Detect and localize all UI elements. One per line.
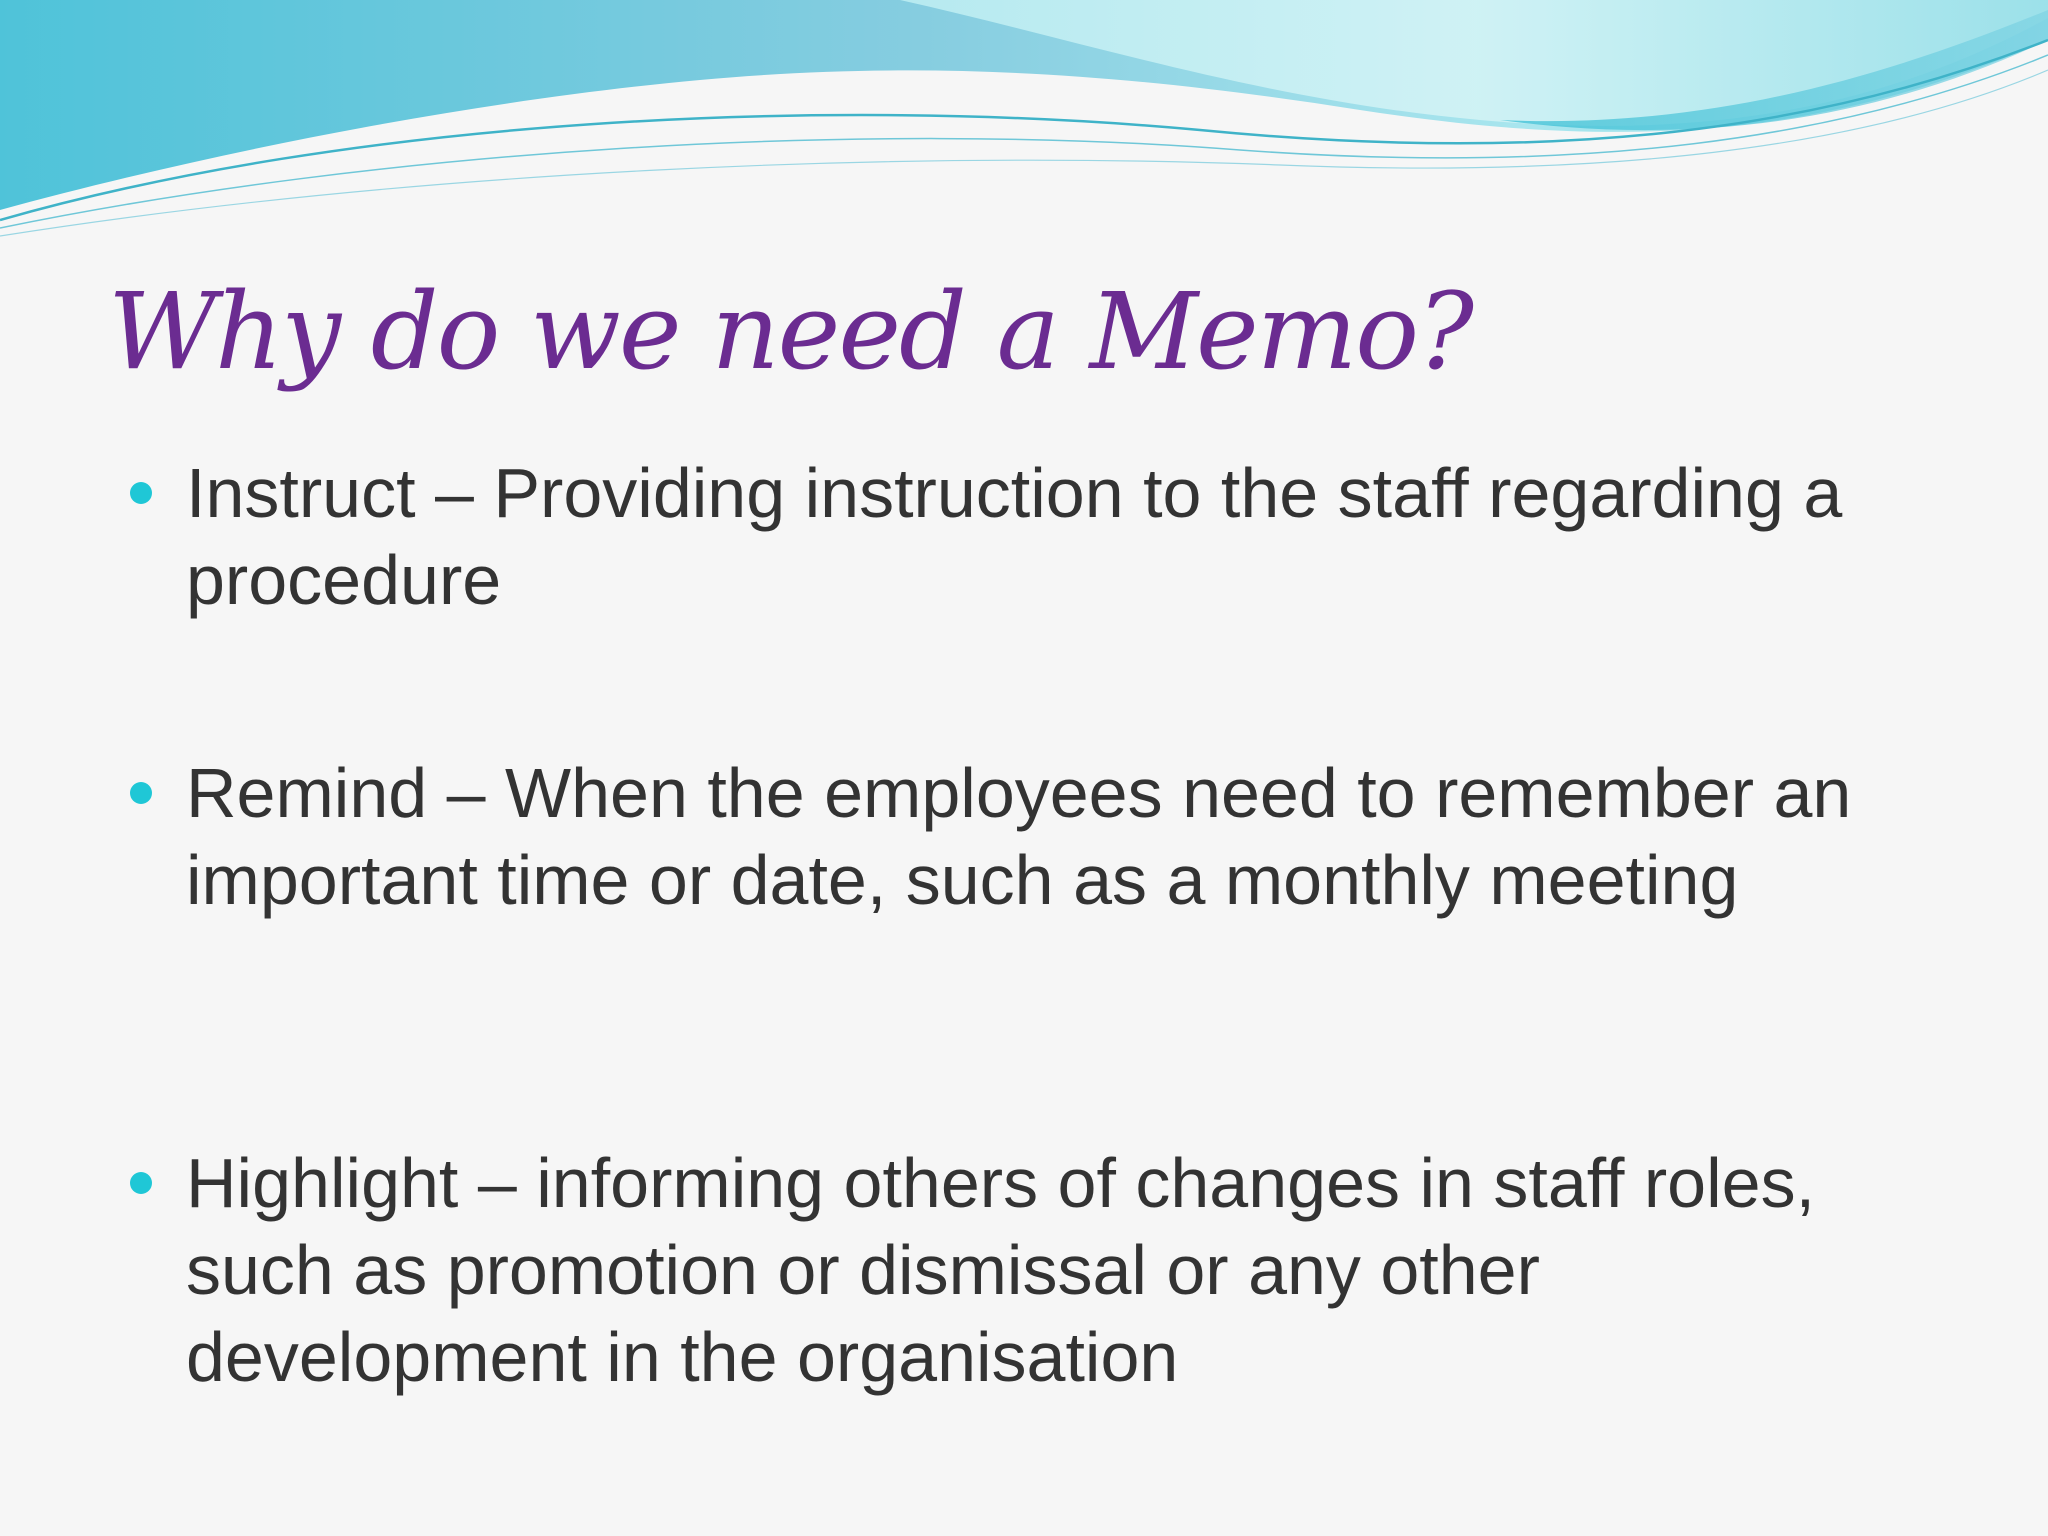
bullet-text: Instruct – Providing instruction to the staff regarding a procedure xyxy=(186,454,1843,619)
bullet-marker-icon xyxy=(130,782,152,804)
decorative-wave-header xyxy=(0,0,2048,240)
slide-title: Why do we need a Memo? xyxy=(108,270,1472,393)
bullet-marker-icon xyxy=(130,482,152,504)
bullet-marker-icon xyxy=(130,1172,152,1194)
bullet-text: Remind – When the employees need to remember an important time or date, such as a monthly meeting xyxy=(186,754,1852,919)
bullet-text: Highlight – informing others of changes in staff roles, such as promotion or dismissal or any other development in the organisation xyxy=(186,1144,1816,1396)
